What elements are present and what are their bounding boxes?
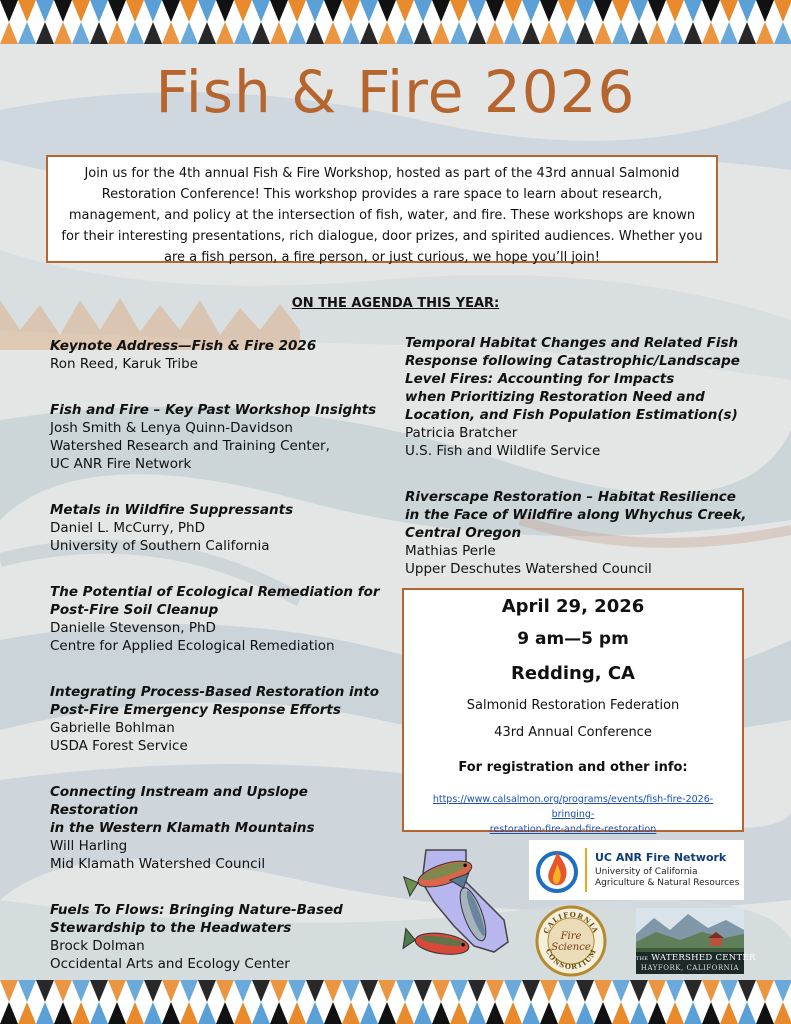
agenda-item xyxy=(50,337,400,373)
event-date: April 29, 2026 xyxy=(501,596,645,617)
agenda-item-speaker: Centre for Applied Ecological Remediation xyxy=(50,638,335,654)
agenda-item xyxy=(50,683,400,755)
agenda-item-speaker: Gabrielle Bohlman xyxy=(50,720,175,736)
agenda-item xyxy=(50,583,400,655)
agenda-item-title: Level Fires: Accounting for Impacts xyxy=(405,371,675,387)
agenda-item-title: Fuels To Flows: Bringing Nature-Based xyxy=(50,902,343,918)
agenda-item xyxy=(405,334,750,460)
agenda-item-speaker: Mid Klamath Watershed Council xyxy=(50,856,266,872)
agenda-item xyxy=(50,783,400,873)
agenda-left-column xyxy=(50,337,400,973)
ucanr-fire-network-logo xyxy=(529,840,744,900)
seal-bottom-text: CONSORTIUM xyxy=(543,947,599,972)
agenda-item-title: Temporal Habitat Changes and Related Fish xyxy=(405,335,739,351)
agenda-item-title: in the Western Klamath Mountains xyxy=(50,820,315,836)
agenda-item-speaker: Brock Dolman xyxy=(50,938,145,954)
watershed-name-text: WATERSHED CENTER xyxy=(651,953,756,963)
agenda-item-speaker: USDA Forest Service xyxy=(50,738,188,754)
agenda-item-speaker: Upper Deschutes Watershed Council xyxy=(405,561,652,577)
decorative-border-bottom xyxy=(0,980,791,1024)
registration-link-line2[interactable]: restoration-fire-and-fire-restoration xyxy=(489,824,657,835)
agenda-item-title: Keynote Address—Fish & Fire 2026 xyxy=(50,338,317,354)
event-info-box xyxy=(402,588,744,835)
watershed-center-place: HAYFORK, CALIFORNIA xyxy=(640,964,740,972)
agenda-item-speaker: Daniel L. McCurry, PhD xyxy=(50,520,206,536)
seal-science-text: Science xyxy=(551,942,591,953)
seal-fire-text: Fire xyxy=(560,931,582,942)
intro-box xyxy=(46,155,718,263)
flame-drop-icon xyxy=(535,846,579,894)
agenda-item-title: Central Oregon xyxy=(405,525,522,541)
intro-text: Join us for the 4th annual Fish & Fire Workshop, hosted as part of the 43rd annual Salmonid Restoration Conference! This workshop provides a rare space to learn about research, management, and policy at the intersection of fish, water, and fire. These workshops are known for their interesting presentations, rich dialogue, door prizes, and spirited audiences. Whether you are a fish person, a fire person, or just curious, we hope you’ll join! xyxy=(61,166,703,265)
registration-label: For registration and other info: xyxy=(458,760,688,775)
agenda-item xyxy=(50,901,400,973)
ucanr-subtitle-2: Agriculture & Natural Resources xyxy=(595,878,740,888)
agenda-item-title: Integrating Process-Based Restoration into xyxy=(50,684,379,700)
agenda-item-speaker: Will Harling xyxy=(50,838,128,854)
agenda-item-speaker: Mathias Perle xyxy=(405,543,496,559)
agenda-item-title: Stewardship to the Headwaters xyxy=(50,920,292,936)
watershed-prefix: THE xyxy=(636,956,649,962)
registration-link[interactable] xyxy=(412,792,734,837)
agenda-item-title: Fish and Fire – Key Past Workshop Insights xyxy=(50,402,377,418)
watershed-center-name xyxy=(636,953,756,963)
event-time: 9 am—5 pm xyxy=(517,629,629,649)
agenda-item-speaker: Ron Reed, Karuk Tribe xyxy=(50,356,198,372)
fire-science-consortium-seal xyxy=(535,905,607,977)
mountain-landscape-icon xyxy=(636,908,744,952)
agenda-item-title: in the Face of Wildfire along Whychus Creek, xyxy=(405,507,747,523)
agenda-item-title: Connecting Instream and Upslope Restoration xyxy=(50,784,308,818)
agenda-item-title: Location, and Fish Population Estimation(s) xyxy=(405,407,738,423)
agenda-item-speaker: UC ANR Fire Network xyxy=(50,456,192,472)
agenda-item-speaker: Josh Smith & Lenya Quinn-Davidson xyxy=(50,420,293,436)
page-title: Fish & Fire 2026 xyxy=(155,58,636,126)
watershed-center-logo xyxy=(636,908,756,974)
agenda-item-title: The Potential of Ecological Remediation for xyxy=(50,584,380,600)
seal-top-text: CALIFORNIA xyxy=(541,909,601,935)
decorative-border-top xyxy=(0,0,791,44)
agenda-item xyxy=(50,501,400,555)
agenda-item xyxy=(405,488,750,578)
agenda-item-speaker: Danielle Stevenson, PhD xyxy=(50,620,216,636)
event-location: Redding, CA xyxy=(511,663,635,684)
california-fish-logo xyxy=(404,842,524,962)
agenda-item-title: Riverscape Restoration – Habitat Resilience xyxy=(405,489,736,505)
agenda-item-title: Post-Fire Emergency Response Efforts xyxy=(50,702,341,718)
agenda-item-title: Post-Fire Soil Cleanup xyxy=(50,602,219,618)
ucanr-name: UC ANR Fire Network xyxy=(595,851,727,864)
agenda-item-title: Response following Catastrophic/Landscape xyxy=(405,353,740,369)
agenda-item-speaker: Patricia Bratcher xyxy=(405,425,518,441)
agenda-heading: ON THE AGENDA THIS YEAR: xyxy=(291,296,500,311)
agenda-item-speaker: Occidental Arts and Ecology Center xyxy=(50,956,290,972)
agenda-item-title: Metals in Wildfire Suppressants xyxy=(50,502,294,518)
agenda-item-title: when Prioritizing Restoration Need and xyxy=(405,389,705,405)
ucanr-divider xyxy=(585,848,587,892)
ucanr-subtitle-1: University of California xyxy=(595,867,698,877)
event-organizer: Salmonid Restoration Federation xyxy=(466,698,680,713)
agenda-item-speaker: University of Southern California xyxy=(50,538,270,554)
agenda-item-speaker: U.S. Fish and Wildlife Service xyxy=(405,443,601,459)
event-conference: 43rd Annual Conference xyxy=(494,725,652,740)
agenda-right-column xyxy=(405,334,750,578)
agenda-item-speaker: Watershed Research and Training Center, xyxy=(50,438,330,454)
registration-link-line1[interactable]: https://www.calsalmon.org/programs/events/fish-fire-2026-bringing- xyxy=(432,794,714,820)
agenda-item xyxy=(50,401,400,473)
